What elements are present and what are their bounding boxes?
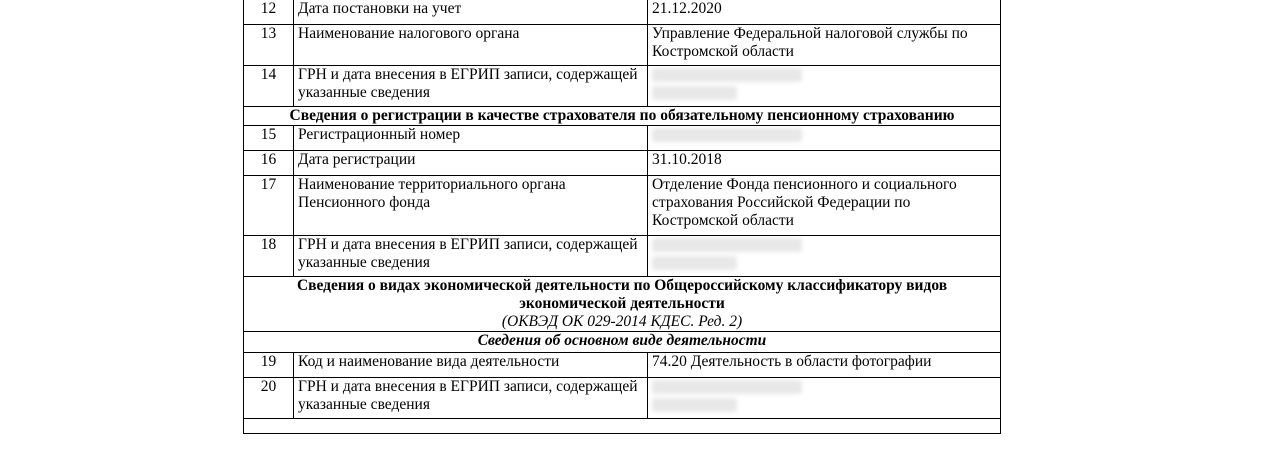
section-row [244,107,1001,126]
row-number: 13 [244,25,294,66]
section-heading-pension [244,107,1001,126]
redacted-grn [652,238,802,252]
redacted-date [652,86,737,100]
row-field-value-redacted [648,236,1001,277]
row-field-value: Управление Федеральной налоговой службы по Костромской области [648,25,1001,66]
row-field-name: ГРН и дата внесения в ЕГРИП записи, содержащей указанные сведения [294,378,648,419]
section-title: Сведения о регистрации в качестве страхователя по обязательному пенсионному страхованию [289,107,955,124]
row-field-value-redacted [648,378,1001,419]
row-field-name: Дата регистрации [294,151,648,176]
row-field-value: 31.10.2018 [648,151,1001,176]
subsection-row [244,332,1001,353]
row-field-name: Дата постановки на учет [294,0,648,25]
extract-table [243,0,1001,434]
row-field-value: 21.12.2020 [648,0,1001,25]
redacted-date [652,256,737,270]
section-subtitle: (ОКВЭД ОК 029-2014 КДЕС. Ред. 2) [501,313,743,330]
section-title: Сведения о видах экономической деятельности по Общероссийскому классификатору видов экономической деятельности [296,277,948,312]
redacted-date [652,398,737,412]
table-row [244,353,1001,378]
subsection-heading-main-activity: Сведения об основном виде деятельности [244,332,1001,353]
row-number: 17 [244,176,294,236]
redacted-grn [652,68,802,82]
row-number: 19 [244,353,294,378]
row-field-value-redacted [648,66,1001,107]
table-row [244,151,1001,176]
row-number: 15 [244,126,294,151]
row-number: 12 [244,0,294,25]
row-number: 16 [244,151,294,176]
row-number: 20 [244,378,294,419]
table-row [244,126,1001,151]
table-row [244,176,1001,236]
redacted-grn [652,380,802,394]
table-row [244,378,1001,419]
row-field-name: Регистрационный номер [294,126,648,151]
redacted-reg-number [652,128,802,142]
table-row [244,66,1001,107]
row-field-name: Наименование налогового органа [294,25,648,66]
row-field-name: ГРН и дата внесения в ЕГРИП записи, содержащей указанные сведения [294,66,648,107]
section-heading-okved [244,277,1001,332]
row-number: 18 [244,236,294,277]
row-field-name: ГРН и дата внесения в ЕГРИП записи, содержащей указанные сведения [294,236,648,277]
section-row [244,277,1001,332]
row-field-name: Наименование территориального органа Пенсионного фонда [294,176,648,236]
cut-off-cell [244,419,1001,434]
table-row [244,0,1001,25]
table-row [244,25,1001,66]
row-field-name: Код и наименование вида деятельности [294,353,648,378]
row-field-value: Отделение Фонда пенсионного и социального страхования Российской Федерации по Костромской области [648,176,1001,236]
row-number: 14 [244,66,294,107]
row-field-value: 74.20 Деятельность в области фотографии [648,353,1001,378]
table-row-cut-off [244,419,1001,434]
table-row [244,236,1001,277]
row-field-value-redacted [648,126,1001,151]
